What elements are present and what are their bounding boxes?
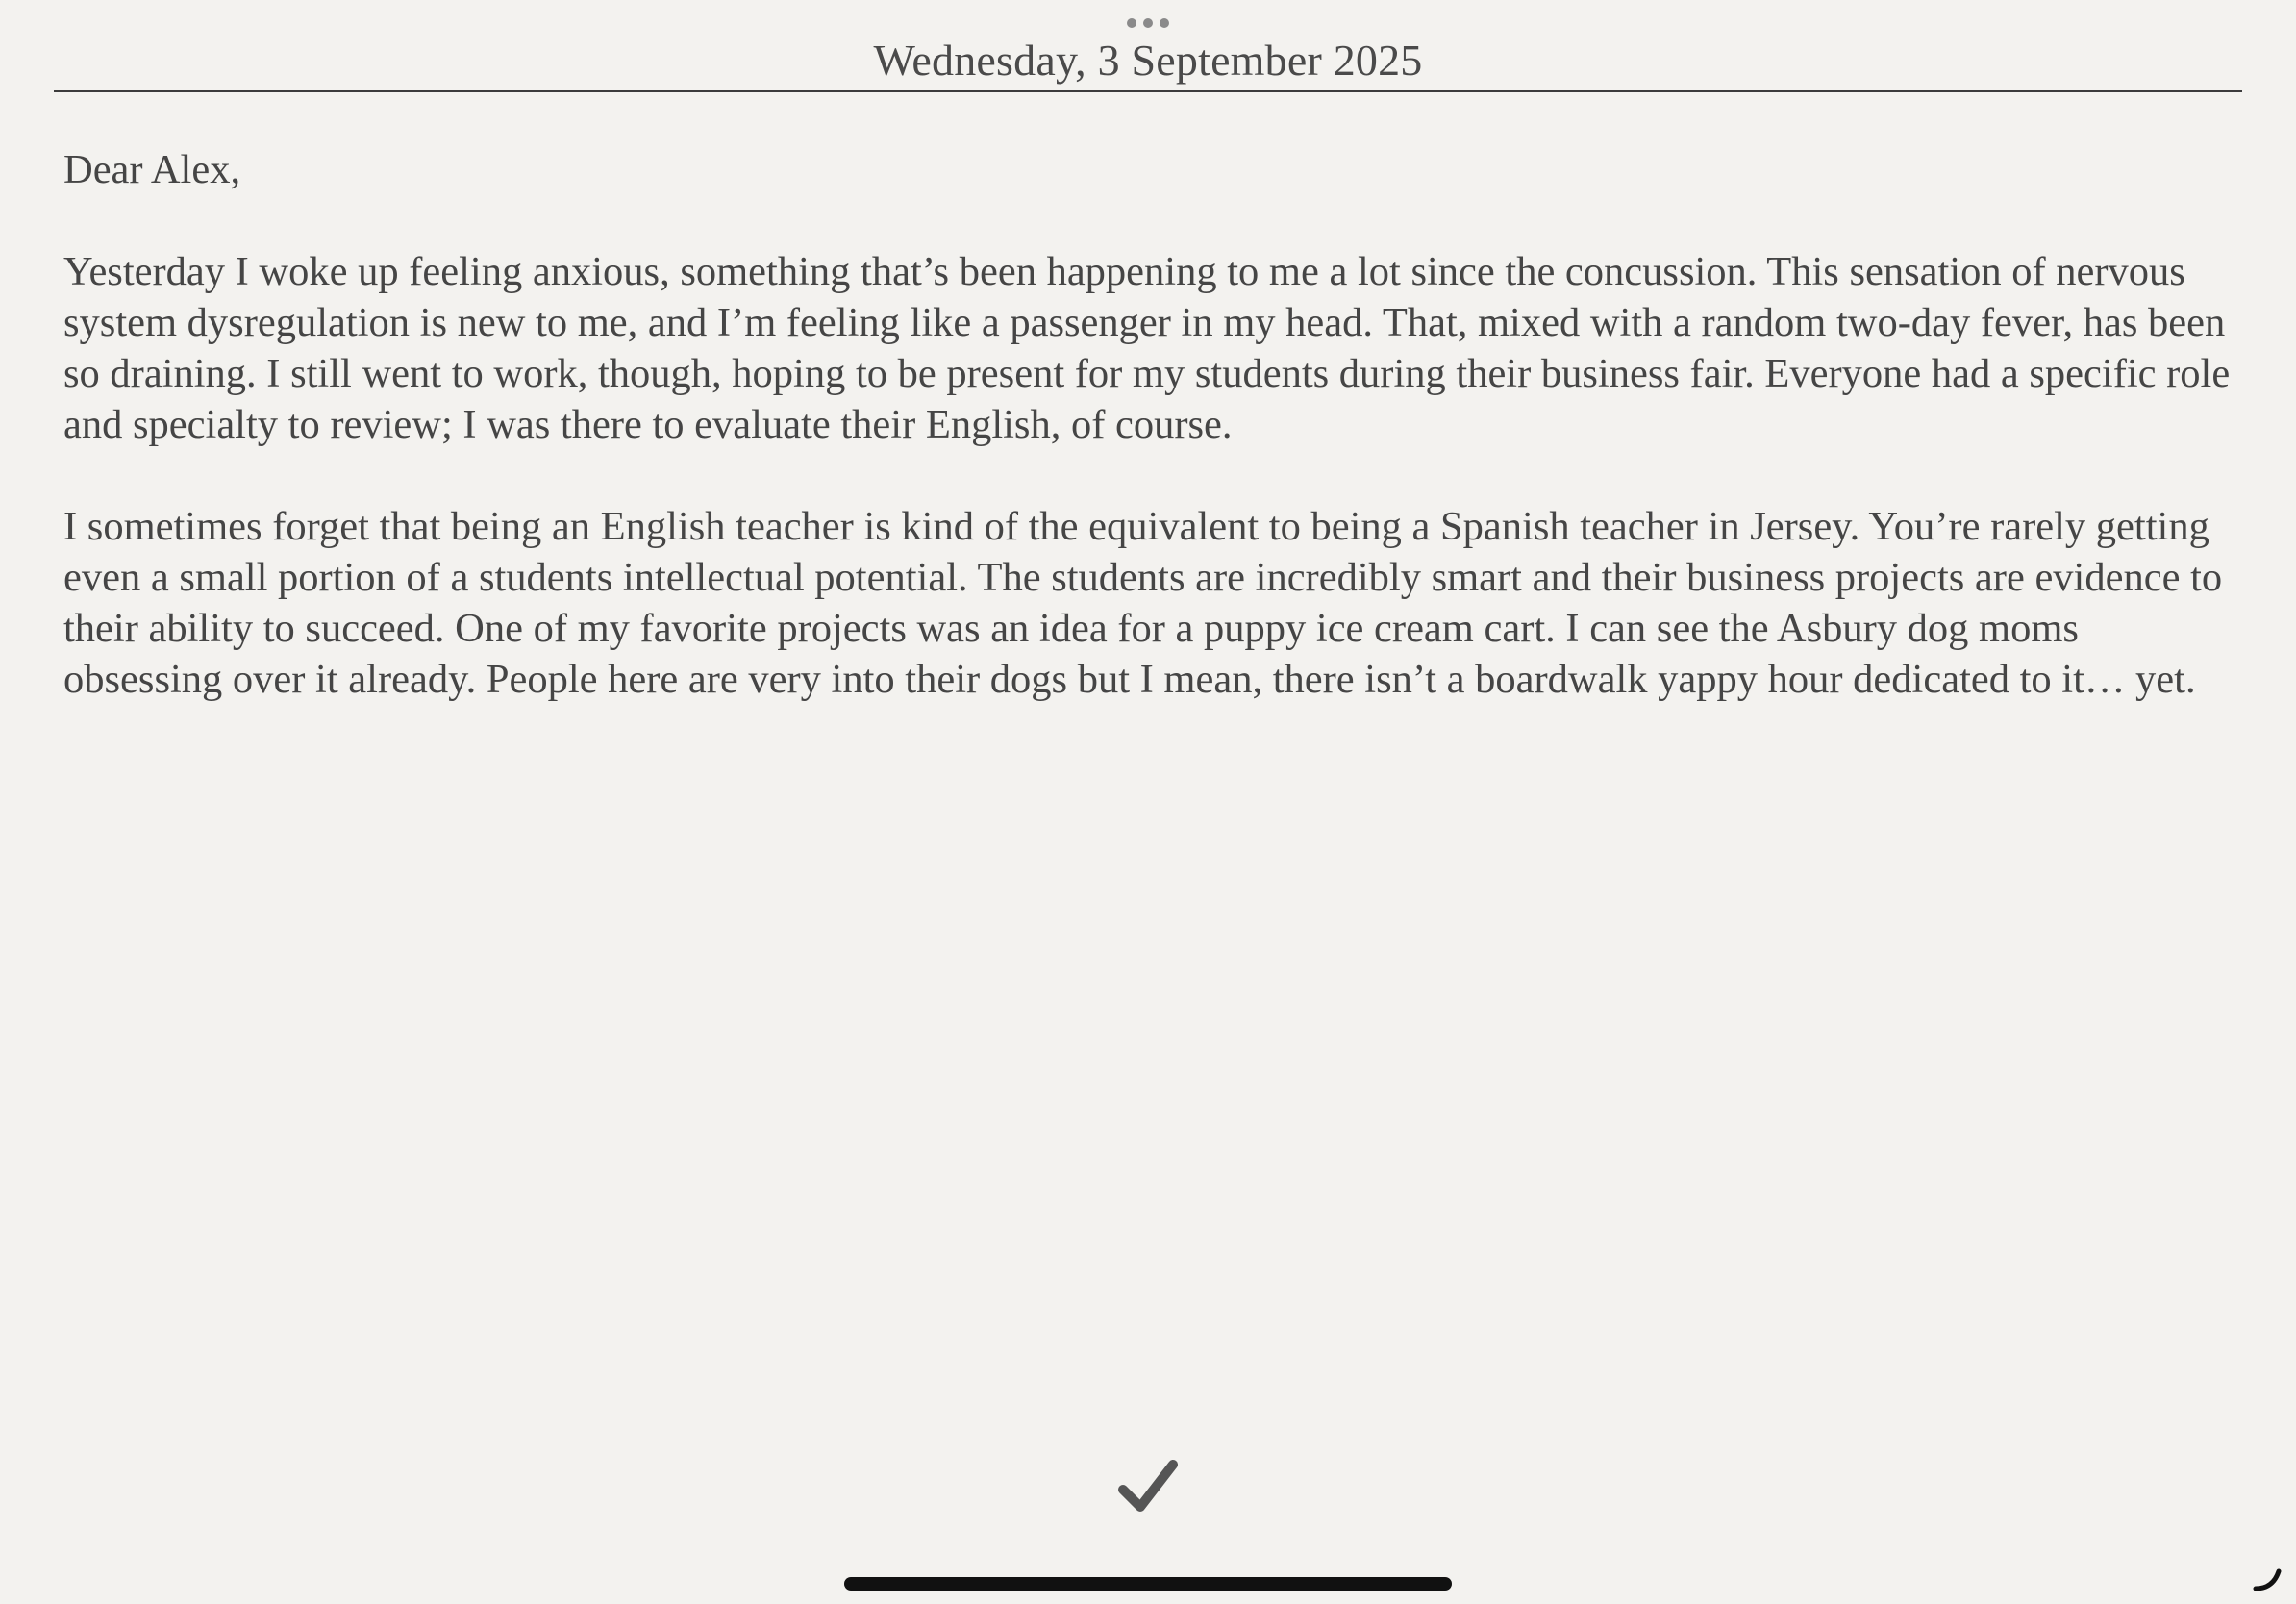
entry-paragraph-2: I sometimes forget that being an English teacher is kind of the equivalent to being a Spanish teacher in Jersey. You’re rarely getting even a small portion of a students intellectual potential. The students are incredibly smart and their business projects are evidence to their ability to succeed. One of my favorite projects was an idea for a puppy ice cream cart. I can see the Asbury dog moms obsessing over it already. People here are very into their dogs but I mean, there isn’t a boardwalk yappy hour dedicated to it… yet. xyxy=(63,504,2223,702)
entry-greeting: Dear Alex, xyxy=(63,147,241,192)
more-options-button[interactable] xyxy=(1127,17,1169,29)
entry-date[interactable]: Wednesday, 3 September 2025 xyxy=(873,36,1423,85)
done-button[interactable] xyxy=(1117,1457,1179,1518)
resize-handle-icon[interactable] xyxy=(2252,1560,2286,1594)
entry-paragraph-1: Yesterday I woke up feeling anxious, something that’s been happening to me a lot since the concussion. This sensation of nervous system dysregulation is new to me, and I’m feeling like a passenger in my head. That, mixed with a random two-day fever, has been so draining. I still went to work, though, hoping to be present for my students during their business fair. Everyone had a specific role and specialty to review; I was there to evaluate their English, of course. xyxy=(63,249,2231,447)
ellipsis-icon-dot-1 xyxy=(1127,18,1136,28)
ellipsis-icon-dot-3 xyxy=(1160,18,1169,28)
home-indicator[interactable] xyxy=(844,1577,1452,1591)
ellipsis-icon-dot-2 xyxy=(1143,18,1153,28)
entry-body[interactable] xyxy=(63,144,2246,756)
entry-header xyxy=(54,31,2242,92)
checkmark-icon xyxy=(1117,1457,1179,1518)
